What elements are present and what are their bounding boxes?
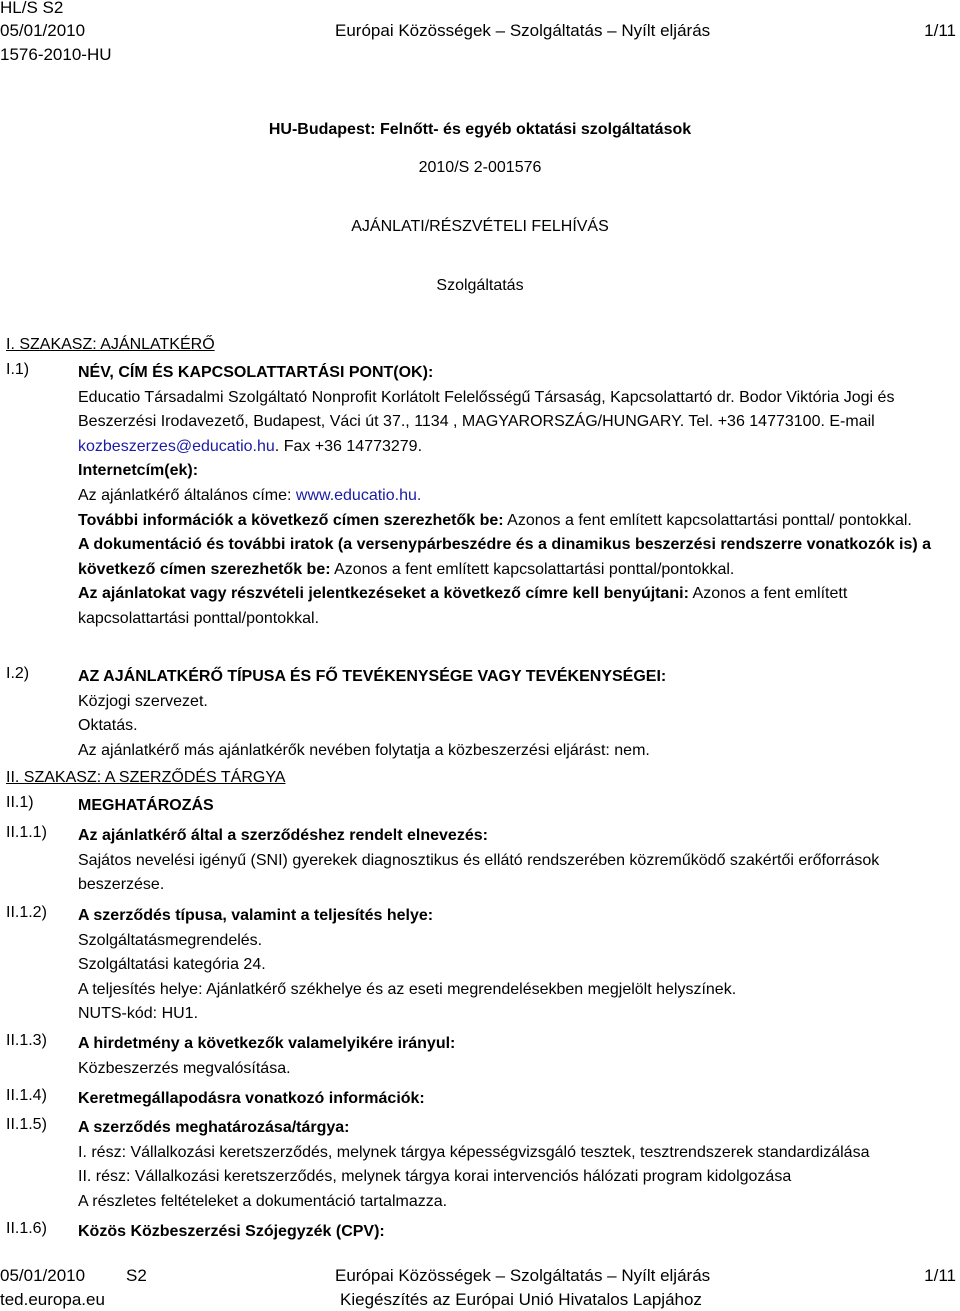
submission-address-block: [78, 582, 954, 631]
submission-value: Azonos a fent említett kapcsolattartási ponttal/pontokkal.: [78, 585, 848, 627]
info-label: További információk a következő címen szerezhetők be:: [78, 511, 504, 529]
section-2-1-6-number: II.1.6): [6, 1220, 47, 1237]
footer-code: S2: [126, 1266, 147, 1285]
section-2-1-4-heading: Keretmegállapodásra vonatkozó információk:: [78, 1090, 425, 1107]
section-2-heading: II. SZAKASZ: A SZERZŐDÉS TÁRGYA: [6, 769, 286, 786]
section-2-1-3-heading: A hirdetmény a következők valamelyikére irányul:: [78, 1035, 456, 1052]
section-2-1-body: [78, 794, 954, 819]
place-of-performance: A teljesítés helye: Ajánlatkérő székhelye és az eseti megrendelésekben megjelölt helyszínek.: [78, 980, 737, 998]
lot-2-description: II. rész: Vállalkozási keretszerződés, melynek tárgya korai intervenciós hálózati program kidolgozása: [78, 1168, 792, 1186]
contact-address: Educatio Társadalmi Szolgáltató Nonprofit Korlátolt Felelősségű Társaság, Kapcsolattartó dr. Bodor Viktória Jogi és Beszerzési Irodavezető, Budapest, Váci út 37., 1134 , MAGYARORSZÁG/HUNGARY. Tel. +36 14773100. E-mail: [78, 388, 895, 431]
authority-activity: Oktatás.: [78, 717, 138, 735]
info-value: Azonos a fent említett kapcsolattartási ponttal/ pontokkal.: [507, 511, 912, 529]
section-2-1-2-heading: A szerződés típusa, valamint a teljesítés helye:: [78, 907, 434, 924]
section-2-1-4-number: II.1.4): [6, 1087, 47, 1104]
section-2-1-3-number: II.1.3): [6, 1032, 47, 1049]
general-address-label: Az ajánlatkérő általános címe:: [78, 486, 292, 504]
footer-site: ted.europa.eu: [0, 1290, 105, 1309]
contract-type: Szolgáltatásmegrendelés.: [78, 931, 263, 949]
section-2-1-heading: MEGHATÁROZÁS: [78, 797, 214, 814]
notice-type: AJÁNLATI/RÉSZVÉTELI FELHÍVÁS: [351, 218, 609, 235]
documents-label: A dokumentáció és további iratok (a versenypárbeszédre és a dinamikus beszerzési rendszerre vonatkozók is) a következő címen szerezhetők be:: [78, 536, 932, 578]
section-2-1-1-number: II.1.1): [6, 824, 47, 841]
section-2-1-2-body: [78, 904, 954, 1027]
contact-email-link[interactable]: kozbeszerzes@educatio.hu: [78, 437, 275, 455]
general-address-end: .: [416, 486, 422, 504]
section-2-1-2-number: II.1.2): [6, 904, 47, 921]
section-2-1-6-body: [78, 1220, 954, 1245]
general-address-line: [78, 484, 954, 509]
footer-supplement: Kiegészítés az Európai Unió Hivatalos Lapjához: [340, 1290, 702, 1309]
notice-category: Szolgáltatás: [436, 277, 524, 294]
footer-page: 1/11: [924, 1266, 956, 1285]
doc-number: 2010/S 2-001576: [418, 159, 542, 176]
section-2-1-5-number: II.1.5): [6, 1116, 47, 1133]
info-address-block: [78, 509, 954, 534]
header-ref: 1576-2010-HU: [0, 45, 112, 64]
service-category: Szolgáltatási kategória 24.: [78, 956, 266, 974]
section-2-1-3-body: [78, 1032, 954, 1081]
section-1-1-body: [78, 361, 954, 632]
footer-title: Európai Közösségek – Szolgáltatás – Nyílt eljárás: [335, 1266, 711, 1285]
section-2-1-1-body: [78, 824, 954, 898]
section-2-1-6-heading: Közös Közbeszerzési Szójegyzék (CPV):: [78, 1223, 385, 1240]
contract-title: Sajátos nevelési igényű (SNI) gyerekek diagnosztikus és ellátó rendszerében közreműködő szakértői erőforrások beszerzése.: [78, 851, 880, 894]
section-1-1-heading: NÉV, CÍM ÉS KAPCSOLATTARTÁSI PONT(OK):: [78, 364, 434, 381]
footer-date: 05/01/2010: [0, 1266, 86, 1285]
submission-label: Az ajánlatokat vagy részvételi jelentkezéseket a következő címre kell benyújtani:: [78, 585, 689, 603]
contact-fax: . Fax +36 14773279.: [274, 437, 423, 455]
section-2-1-5-heading: A szerződés meghatározása/tárgya:: [78, 1119, 350, 1136]
section-1-2-heading: AZ AJÁNLATKÉRŐ TÍPUSA ÉS FŐ TEVÉKENYSÉGE VAGY TEVÉKENYSÉGEI:: [78, 668, 667, 685]
details-note: A részletes feltételeket a dokumentáció tartalmazza.: [78, 1192, 448, 1210]
header-date: 05/01/2010: [0, 21, 86, 40]
header-title: Európai Közösségek – Szolgáltatás – Nyílt eljárás: [335, 21, 711, 40]
internet-label: Internetcím(ek):: [78, 462, 199, 480]
section-1-1-number: I.1): [6, 361, 30, 378]
authority-behalf: Az ajánlatkérő más ajánlatkérők nevében folytatja a közbeszerzési eljárást: nem.: [78, 741, 650, 759]
section-2-1-1-heading: Az ajánlatkérő által a szerződéshez rendelt elnevezés:: [78, 827, 488, 844]
documents-address-block: [78, 533, 954, 582]
section-2-1-5-body: [78, 1116, 954, 1214]
general-address-link[interactable]: www.educatio.hu: [295, 486, 417, 504]
notice-involves: Közbeszerzés megvalósítása.: [78, 1059, 291, 1077]
doc-title: HU-Budapest: Felnőtt- és egyéb oktatási szolgáltatások: [268, 121, 692, 138]
nuts-code: NUTS-kód: HU1.: [78, 1005, 199, 1023]
section-2-1-number: II.1): [6, 794, 34, 811]
section-1-2-number: I.2): [6, 665, 30, 682]
authority-type: Közjogi szervezet.: [78, 692, 208, 710]
section-2-1-4-body: [78, 1087, 954, 1112]
header-page: 1/11: [924, 21, 956, 40]
section-1-2-body: [78, 665, 954, 763]
documents-value: Azonos a fent említett kapcsolattartási ponttal/pontokkal.: [334, 560, 735, 578]
lot-1-description: I. rész: Vállalkozási keretszerződés, melynek tárgya képességvizsgáló tesztek, tesztrendszerek standardizálása: [78, 1143, 870, 1161]
doc-code: HL/S S2: [0, 0, 64, 17]
section-1-heading: I. SZAKASZ: AJÁNLATKÉRŐ: [6, 336, 215, 353]
